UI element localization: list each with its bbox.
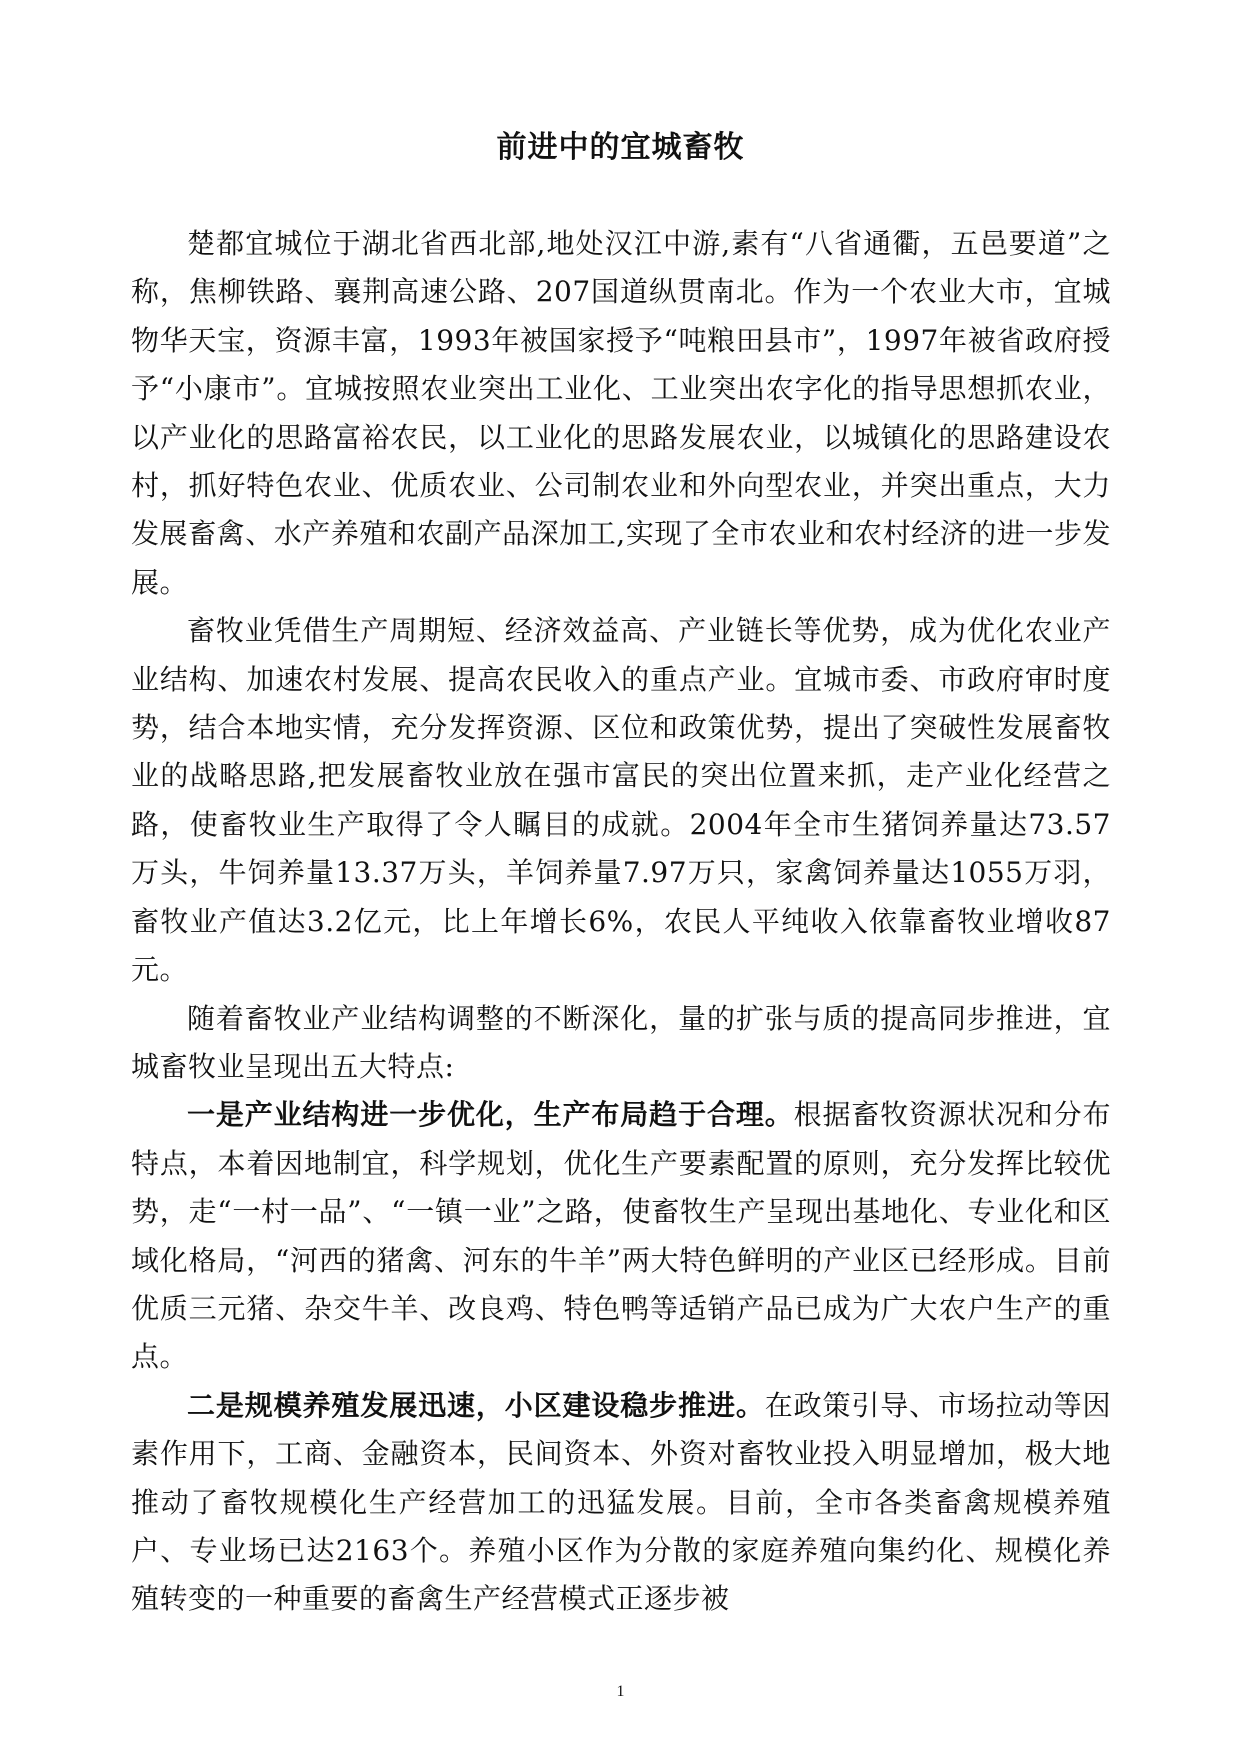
paragraph-lead-bold: 一是产业结构进一步优化，生产布局趋于合理。 bbox=[187, 1098, 794, 1132]
paragraph bbox=[131, 220, 1111, 607]
paragraph bbox=[131, 995, 1111, 1092]
paragraph-text: 在政策引导、市场拉动等因素作用下，工商、金融资本，民间资本、外资对畜牧业投入明显增加，极大地推动了畜牧规模化生产经营加工的迅猛发展。目前，全市各类畜禽规模养殖户、专业场已达2163个。养殖小区作为分散的家庭养殖向集约化、规模化养殖转变的一种重要的畜禽生产经营模式正逐步被 bbox=[131, 1388, 1111, 1616]
paragraph bbox=[131, 607, 1111, 994]
paragraph bbox=[131, 1091, 1111, 1381]
paragraph-text: 随着畜牧业产业结构调整的不断深化，量的扩张与质的提高同步推进，宜城畜牧业呈现出五大特点: bbox=[131, 1001, 1111, 1083]
page-number: 1 bbox=[616, 1683, 625, 1700]
paragraph-lead-bold: 二是规模养殖发展迅速，小区建设稳步推进。 bbox=[187, 1388, 765, 1422]
paragraph bbox=[131, 1382, 1111, 1624]
document-title: 前进中的宜城畜牧 bbox=[496, 130, 745, 165]
document-body bbox=[131, 220, 1111, 1624]
paragraph-text: 楚都宜城位于湖北省西北部,地处汉江中游,素有“八省通衢，五邑要道”之称，焦柳铁路、襄荆高速公路、207国道纵贯南北。作为一个农业大市，宜城物华天宝，资源丰富，1993年被国家授予“吨粮田县市”，1997年被省政府授予“小康市”。宜城按照农业突出工业化、工业突出农字化的指导思想抓农业，以产业化的思路富裕农民，以工业化的思路发展农业，以城镇化的思路建设农村，抓好特色农业、优质农业、公司制农业和外向型农业，并突出重点，大力发展畜禽、水产养殖和农副产品深加工,实现了全市农业和农村经济的进一步发展。 bbox=[131, 227, 1111, 599]
paragraph-text: 根据畜牧资源状况和分布特点，本着因地制宜，科学规划，优化生产要素配置的原则，充分发挥比较优势，走“一村一品”、“一镇一业”之路，使畜牧生产呈现出基地化、专业化和区域化格局，“河西的猪禽、河东的牛羊”两大特色鲜明的产业区已经形成。目前优质三元猪、杂交牛羊、改良鸡、特色鸭等适销产品已成为广大农户生产的重点。 bbox=[131, 1098, 1111, 1374]
paragraph-text: 畜牧业凭借生产周期短、经济效益高、产业链长等优势，成为优化农业产业结构、加速农村发展、提高农民收入的重点产业。宜城市委、市政府审时度势，结合本地实情，充分发挥资源、区位和政策优势，提出了突破性发展畜牧业的战略思路,把发展畜牧业放在强市富民的突出位置来抓，走产业化经营之路，使畜牧业生产取得了令人瞩目的成就。2004年全市生猪饲养量达73.57万头，牛饲养量13.37万头，羊饲养量7.97万只，家禽饲养量达1055万羽，畜牧业产值达3.2亿元，比上年增长6%，农民人平纯收入依靠畜牧业增收87元。 bbox=[131, 614, 1111, 987]
